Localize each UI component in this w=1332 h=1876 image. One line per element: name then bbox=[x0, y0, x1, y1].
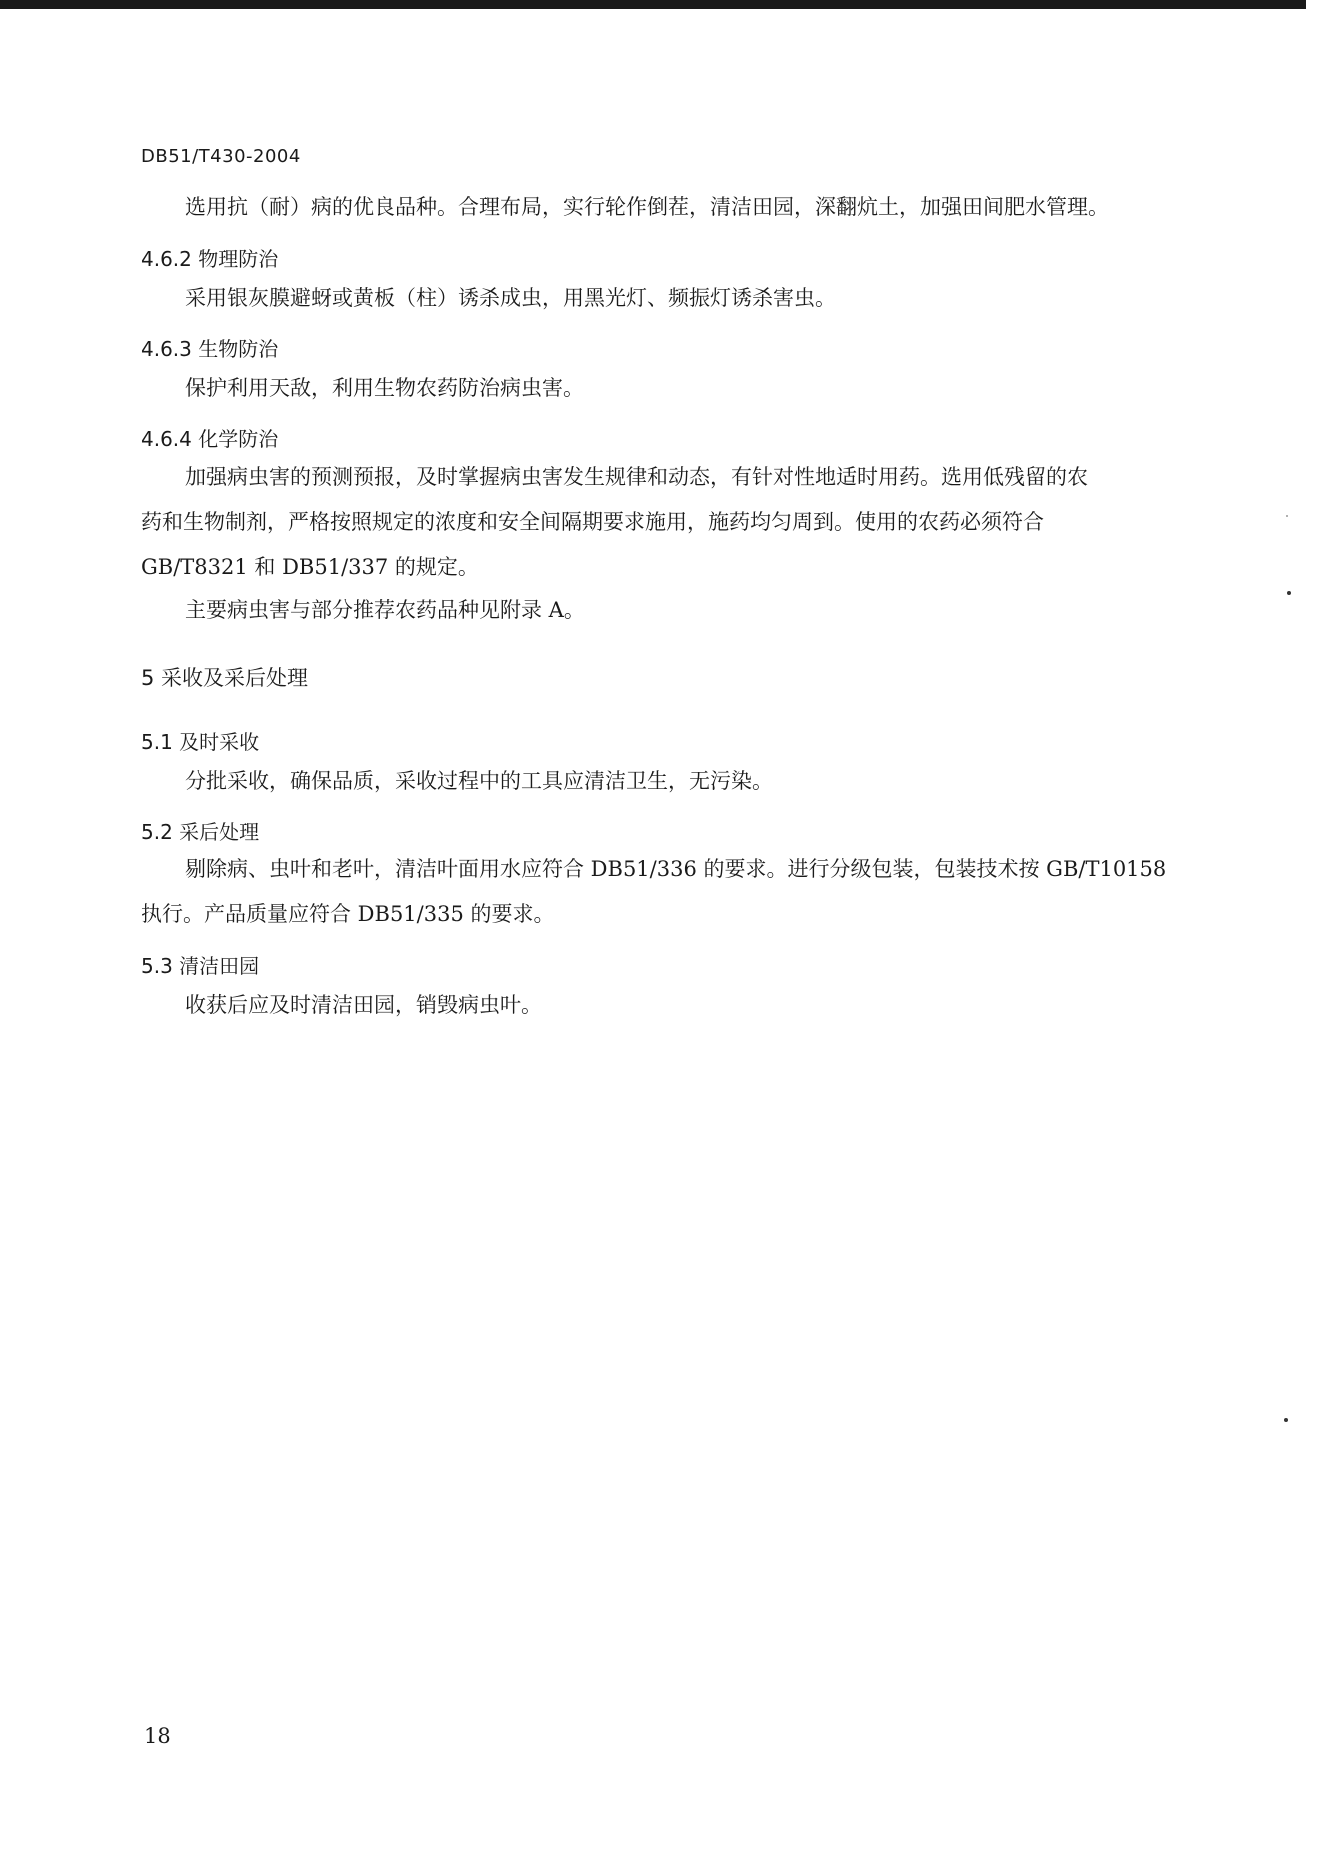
heading-4-6-3: 4.6.3 生物防治 bbox=[141, 337, 279, 361]
scan-speck bbox=[1284, 1418, 1288, 1422]
paragraph-line: 加强病虫害的预测预报，及时掌握病虫害发生规律和动态，有针对性地适时用药。选用低残留的农 bbox=[185, 465, 1088, 489]
paragraph-biological-control: 保护利用天敌，利用生物农药防治病虫害。 bbox=[185, 376, 584, 400]
page-number: 18 bbox=[144, 1724, 171, 1748]
document-code: DB51/T430-2004 bbox=[141, 146, 301, 167]
paragraph-agricultural-control: 选用抗（耐）病的优良品种。合理布局，实行轮作倒茬，清洁田园，深翻炕土，加强田间肥水管理。 bbox=[185, 195, 1109, 219]
paragraph-post-harvest bbox=[141, 847, 1191, 937]
heading-5-2: 5.2 采后处理 bbox=[141, 820, 260, 844]
paragraph-field-cleaning: 收获后应及时清洁田园，销毁病虫叶。 bbox=[185, 993, 542, 1017]
paragraph-line: 剔除病、虫叶和老叶，清洁叶面用水应符合 DB51/336 的要求。进行分级包装，包装技术按 GB/T10158 bbox=[185, 857, 1167, 881]
heading-4-6-4: 4.6.4 化学防治 bbox=[141, 427, 279, 451]
scan-speck bbox=[1287, 591, 1291, 595]
heading-4-6-2: 4.6.2 物理防治 bbox=[141, 247, 279, 271]
paragraph-line: 药和生物制剂，严格按照规定的浓度和安全间隔期要求施用，施药均匀周到。使用的农药必须符合 bbox=[141, 510, 1044, 534]
heading-5-1: 5.1 及时采收 bbox=[141, 730, 260, 754]
paragraph-appendix-reference: 主要病虫害与部分推荐农药品种见附录 A。 bbox=[185, 598, 585, 622]
paragraph-physical-control: 采用银灰膜避蚜或黄板（柱）诱杀成虫，用黑光灯、频振灯诱杀害虫。 bbox=[185, 286, 836, 310]
heading-5-3: 5.3 清洁田园 bbox=[141, 954, 260, 978]
paragraph-line: GB/T8321 和 DB51/337 的规定。 bbox=[141, 555, 479, 579]
paragraph-chemical-control bbox=[141, 455, 1191, 590]
paragraph-timely-harvest: 分批采收，确保品质，采收过程中的工具应清洁卫生，无污染。 bbox=[185, 769, 773, 793]
paragraph-line: 执行。产品质量应符合 DB51/335 的要求。 bbox=[141, 902, 555, 926]
top-rule bbox=[0, 0, 1306, 9]
scan-speck bbox=[1286, 515, 1288, 517]
heading-section-5: 5 采收及采后处理 bbox=[141, 666, 309, 690]
